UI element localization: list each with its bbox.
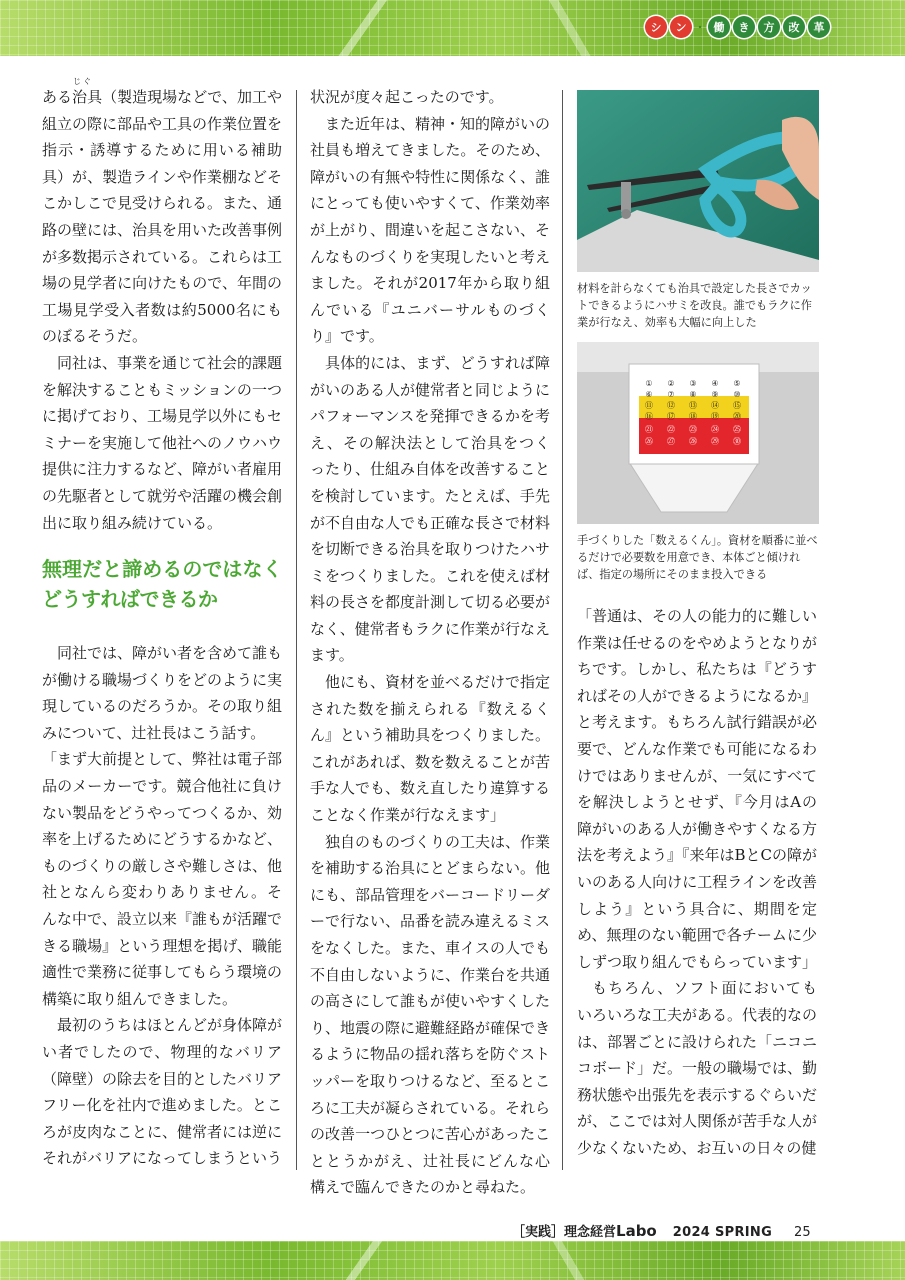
- paragraph: また近年は、精神・知的障がいの社員も増えてきました。そのため、障がいの有無や特性に関係なく、誰にとっても使いやすくて、作業効率が上がり、間違いを起こさない、そんなものづくりを実現したいと考えました。それが2017年から取り組んでいる『ユニバーサルものづくり』です。: [310, 114, 551, 346]
- page-footer: [512, 1221, 811, 1240]
- tray-cell-number: ⑧: [689, 390, 697, 399]
- tray-cell-number: ⑭: [711, 401, 719, 410]
- series-tag-char: 働: [708, 16, 730, 38]
- tray-cell-number: ㉗: [667, 437, 675, 446]
- magazine-title: [512, 1221, 657, 1240]
- section-heading: 無理だと諦めるのではなくどうすればできるか: [42, 557, 282, 612]
- tray-cell-number: ⑩: [733, 390, 741, 399]
- series-tag-char: 方: [758, 16, 780, 38]
- issue-label: 2024 SPRING: [672, 1225, 773, 1240]
- tray-cell-number: ㉔: [711, 425, 719, 434]
- tray-cell-number: ㉓: [689, 425, 697, 434]
- tray-cell-number: ㉒: [667, 425, 675, 434]
- header-band: [0, 0, 905, 56]
- paragraph: 状況が度々起こったのです。: [310, 88, 504, 106]
- tray-cell-number: ㉖: [645, 437, 653, 446]
- counter-tray-illustration: [577, 342, 819, 524]
- tray-cell-number: ⑤: [733, 379, 741, 388]
- paragraph: 具体的には、まず、どうすれば障がいのある人が健常者と同じようにパフォーマンスを発揮できるかを考え、その解決法として治具をつくったり、仕組み自体を改善することを検討しています。たとえば、手先が不自由な人でも正確な長さで材料を切断できる治具を取りつけたハサミをつくりました。これを使えば材料の長さを都度計測して切る必要がなく、健常者もラクに作業が行なえます。: [310, 353, 551, 665]
- magazine-prefix: ［実践］理念経営: [512, 1225, 617, 1240]
- paragraph: 他にも、資材を並べるだけで指定された数を揃えられる『数えるくん』という補助具をつくりました。これがあれば、数を数えることが苦手な人でも、数え直したり違算することなく作業が行なえます」: [310, 673, 551, 825]
- tray-cell-number: ⑨: [711, 390, 719, 399]
- tray-cell-number: ⑲: [711, 412, 719, 421]
- series-tag-char: 改: [783, 16, 805, 38]
- tray-cell-number: ①: [645, 379, 653, 388]
- counter-tray-caption: 手づくりした「数えるくん」。資材を順番に並べるだけで必要数を用意でき、本体ごと傾ければ、指定の場所にそのまま投入できる: [577, 534, 818, 581]
- footer-band: [0, 1241, 905, 1280]
- paragraph: もちろん、ソフト面においてもいろいろな工夫がある。代表的なのは、部署ごとに設けられた「ニコニコボード」だ。一般の職場では、勤務状態や出張先を表示するぐらいだが、ここでは対人関係が苦手な人が少なくないため、お互いの日々の健: [577, 979, 818, 1157]
- page-number: 25: [794, 1225, 811, 1240]
- tray-cell-number: ⑬: [689, 401, 697, 410]
- tray-cell-number: ②: [667, 379, 675, 388]
- tray-cell-number: ③: [689, 379, 697, 388]
- magazine-suffix: Labo: [616, 1222, 657, 1240]
- tray-cell-number: ⑯: [645, 412, 653, 421]
- paragraph: 「まず大前提として、弊社は電子部品のメーカーです。競合他社に負けない製品をどうやってつくるか、効率を上げるためにどうするかなど、ものづくりの厳しさや難しさは、他社となんら変わりありません。そんな中で、設立以来『誰もが活躍できる職場』という理想を掲げ、職能適性で業務に従事してもらう環境の構築に取り組んできました。: [42, 750, 283, 1008]
- tray-cell-number: ㉚: [733, 437, 741, 446]
- paragraph: 最初のうちはほとんどが身体障がい者でしたので、物理的なバリア（障壁）の除去を目的としたバリアフリー化を社内で進めました。ところが皮肉なことに、健常者には逆にそれがバリアになってしまうという: [42, 1016, 283, 1168]
- tray-cell-number: ⑦: [667, 390, 675, 399]
- column-divider: [562, 90, 563, 1170]
- series-tag-char: 革: [808, 16, 830, 38]
- series-tag-char: シ: [645, 16, 667, 38]
- article-column-1: [42, 77, 283, 1172]
- column-divider: [296, 90, 297, 1170]
- ruby-reading: じぐ: [73, 77, 94, 86]
- tray-cell-number: ㉑: [645, 425, 653, 434]
- tray-cell-number: ㉙: [711, 437, 719, 446]
- series-tag-char: ・: [694, 21, 706, 34]
- paragraph: 同社では、障がい者を含めて誰もが働ける職場づくりをどのように実現しているのだろうか。その取り組みについて、辻社長はこう話す。: [42, 644, 283, 742]
- tray-cell-number: ④: [711, 379, 719, 388]
- scissors-illustration: [577, 90, 819, 272]
- article-column-3: [577, 603, 817, 1161]
- counter-tray-photo: [577, 342, 819, 524]
- paragraph: ある治具 じぐ （製造現場などで、加工や組立の際に部品や工具の作業位置を指示・誘導するために用いる補助具）が、製造ラインや作業棚などそこかしこで見受けられる。また、通路の壁には、治具を用いた改善事例が多数掲示されている。これらは工場の見学者に向けたもので、年間の工場見学受入者数は約5000名にものぼるそうだ。: [42, 77, 283, 346]
- tray-cell-number: ㉘: [689, 437, 697, 446]
- tray-cell-number: ⑥: [645, 390, 653, 399]
- tray-cell-number: ⑫: [667, 401, 675, 410]
- series-tag: [645, 16, 830, 38]
- paragraph: 「普通は、その人の能力的に難しい作業は任せるのをやめようとなりがちです。しかし、私たちは『どうすればその人ができるようになるか』と考えます。もちろん試行錯誤が必要で、どんな作業でも可能になるわけではありませんが、一気にすべてを解決しようとせず、『今月はAの障がいのある人が働きやすくなる方法を考えよう』『来年はBとCの障がいのある人向けに工程ラインを改善しよう』という具合に、期間を定め、無理のない範囲で各チームに少しずつ取り組んでもらっています」: [577, 607, 818, 971]
- series-tag-char: き: [733, 16, 755, 38]
- tray-cell-number: ⑪: [645, 401, 653, 410]
- tray-cell-number: ⑳: [733, 412, 741, 421]
- scissors-caption: 材料を計らなくても治具で設定した長さでカットできるようにハサミを改良。誰でもラクに作業が行なえ、効率も大幅に向上した: [577, 282, 812, 329]
- paragraph: 同社は、事業を通じて社会的課題を解決することもミッションの一つに掲げており、工場見学以外にもセミナーを実施して他社へのノウハウ提供に注力するなど、障がい者雇用の先駆者として就労や活躍の機会創出に取り組み続けている。: [42, 353, 283, 532]
- tray-cell-number: ⑰: [667, 412, 675, 421]
- series-tag-char: ン: [670, 16, 692, 38]
- article-column-2: [310, 84, 550, 1201]
- tray-cell-number: ⑱: [689, 412, 697, 421]
- tray-cell-number: ⑮: [733, 401, 741, 410]
- tray-cell-number: ㉕: [733, 425, 741, 434]
- paragraph: 独自のものづくりの工夫は、作業を補助する治具にとどまらない。他にも、部品管理をバーコードリーダーで行ない、品番を読み違えるミスをなくした。また、車イスの人でも不自由しないように、作業台を共通の高さにして誰もが使いやすくしたり、地震の際に避難経路が確保できるように物品の揺れ落ちを防ぐストッパーを取りつけるなど、至るところに工夫が凝らされている。それらの改善一つひとつに苦心があったこととうかがえ、辻社長にどんな心構えで臨んできたのかと尋ねた。: [310, 832, 551, 1197]
- scissors-photo: [577, 90, 819, 272]
- ruby-word: 治具 じぐ: [72, 77, 103, 106]
